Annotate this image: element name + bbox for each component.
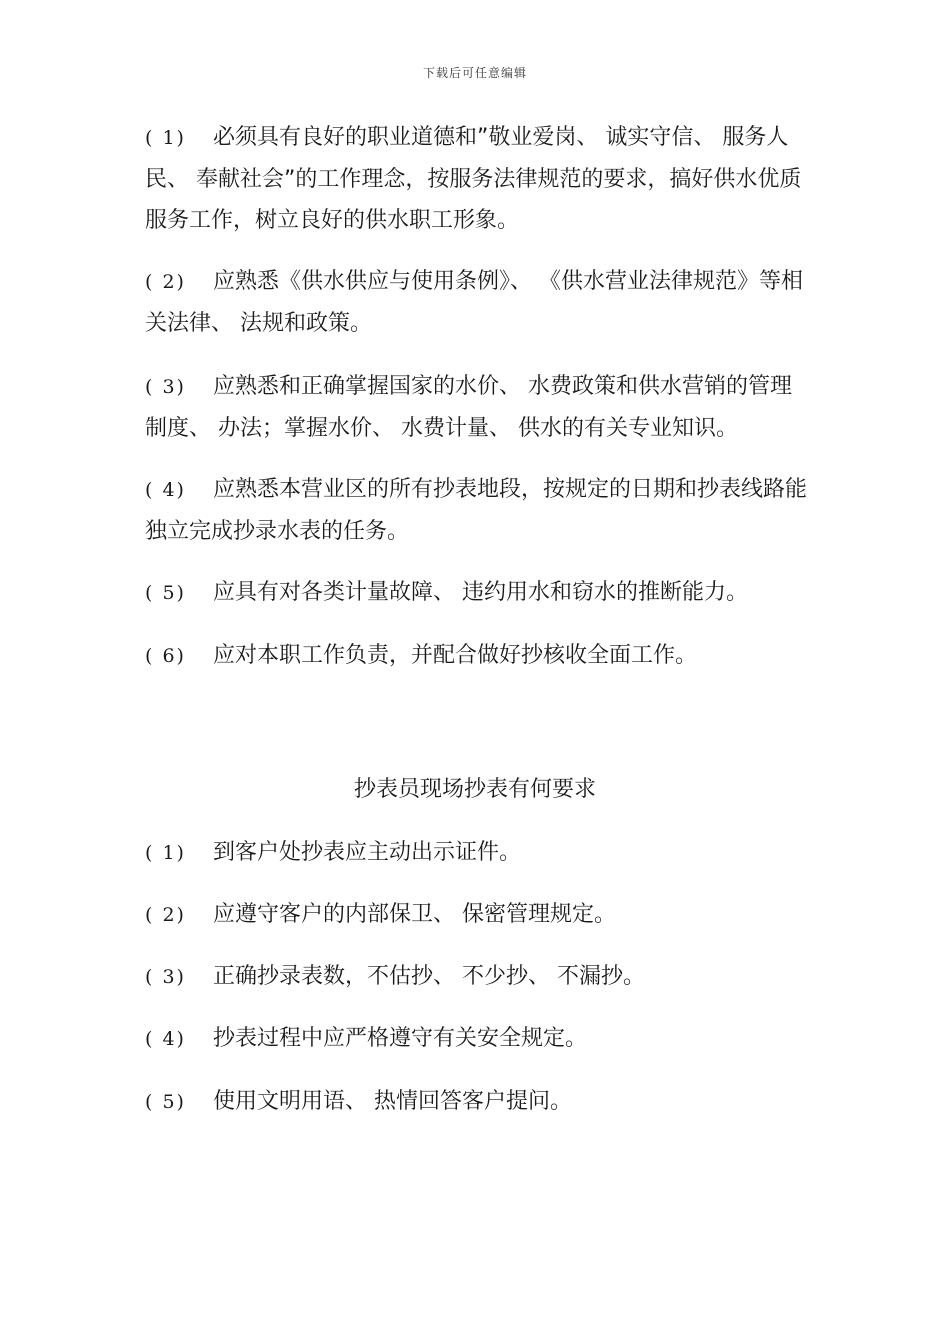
item-number: ( 4) <box>145 1028 186 1050</box>
item-text: 到客户处抄表应主动出示证件。 <box>213 840 522 865</box>
list-item <box>145 469 810 552</box>
item-number: ( 5) <box>145 1091 186 1113</box>
item-text: 应遵守客户的内部保卫、 保密管理规定。 <box>213 902 616 927</box>
item-number: ( 5) <box>145 582 186 604</box>
item-number: ( 3) <box>145 376 186 398</box>
item-text: 应熟悉和正确掌握国家的水价、 水费政策和供水营销的管理制度、 办法；掌握水价、 水费计量、 供水的有关专业知识。 <box>145 374 792 441</box>
list-item <box>145 1081 810 1123</box>
list-item <box>145 261 810 344</box>
list-item <box>145 635 810 677</box>
list-item <box>145 956 810 998</box>
item-number: ( 3) <box>145 966 186 988</box>
item-number: ( 2) <box>145 271 186 293</box>
item-text: 正确抄录表数，不估抄、 不少抄、 不漏抄。 <box>213 964 645 989</box>
item-number: ( 1) <box>145 127 186 149</box>
section-heading: 抄表员现场抄表有何要求 <box>353 777 596 802</box>
page-header: 下载后可任意编辑 <box>422 66 527 80</box>
item-text: 应具有对各类计量故障、 违约用水和窃水的推断能力。 <box>213 580 748 605</box>
list-item <box>145 1018 810 1060</box>
item-text: 抄表过程中应严格遵守有关安全规定。 <box>213 1026 588 1051</box>
list-item <box>145 572 810 614</box>
item-number: ( 1) <box>145 842 186 864</box>
list-item <box>145 894 810 936</box>
list-item <box>145 832 810 874</box>
item-number: ( 6) <box>145 645 186 667</box>
item-number: ( 2) <box>145 904 186 926</box>
item-text: 应熟悉本营业区的所有抄表地段，按规定的日期和抄表线路能独立完成抄录水表的任务。 <box>145 477 808 544</box>
item-text: 使用文明用语、 热情回答客户提问。 <box>213 1089 572 1114</box>
item-text: 必须具有良好的职业道德和”敬业爱岗、 诚实守信、 服务人民、 奉献社会”的工作理念，按服务法律规范的要求，搞好供水优质服务工作，树立良好的供水职工形象。 <box>145 125 802 233</box>
list-item <box>145 117 810 241</box>
list-item <box>145 366 810 449</box>
item-text: 应对本职工作负责，并配合做好抄核收全面工作。 <box>213 643 698 668</box>
item-number: ( 4) <box>145 479 186 501</box>
item-text: 应熟悉《供水供应与使用条例》、 《供水营业法律规范》等相关法律、 法规和政策。 <box>145 269 803 336</box>
